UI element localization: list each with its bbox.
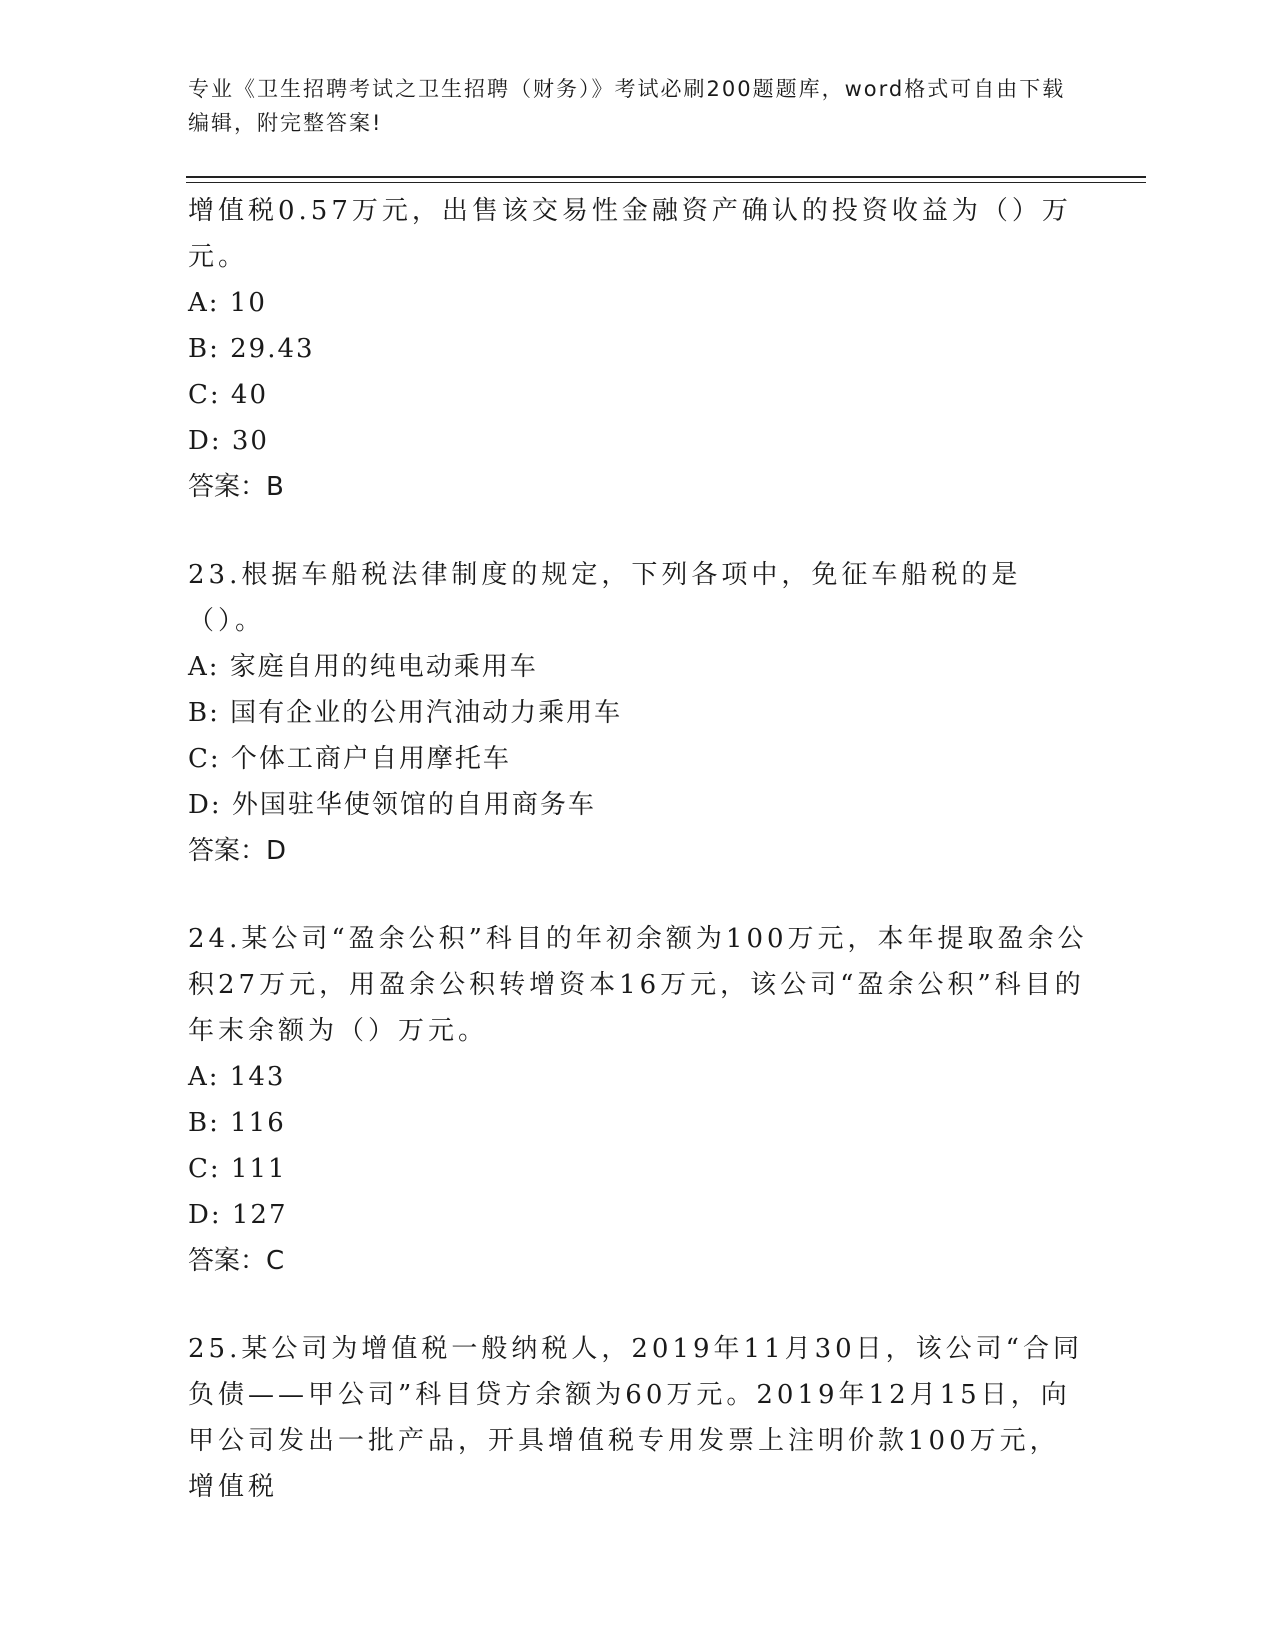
question-stem: 增值税0.57万元，出售该交易性金融资产确认的投资收益为（）万元。 — [188, 196, 1072, 272]
answer-line: 答案：B — [188, 472, 284, 502]
option-a: A: 10 — [188, 288, 267, 318]
option-d: D: 127 — [188, 1200, 288, 1230]
option-a: A: 家庭自用的纯电动乘用车 — [188, 652, 538, 682]
option-b: B: 116 — [188, 1108, 286, 1138]
option-c: C: 个体工商户自用摩托车 — [188, 744, 511, 774]
page-header: 专业《卫生招聘考试之卫生招聘（财务）》考试必刷200题题库，word格式可自由下载编辑，附完整答案! — [188, 77, 1066, 135]
answer-line: 答案：C — [188, 1246, 285, 1276]
option-a: A: 143 — [188, 1062, 286, 1092]
option-b: B: 国有企业的公用汽油动力乘用车 — [188, 698, 623, 728]
question-block — [188, 1326, 1088, 1510]
header-rule-bottom — [186, 182, 1146, 183]
question-block — [188, 188, 1088, 510]
question-stem: 25.某公司为增值税一般纳税人，2019年11月30日，该公司“合同负债——甲公司”科目贷方余额为60万元。2019年12月15日，向甲公司发出一批产品，开具增值税专用发票上注明价款100万元，增值税 — [188, 1334, 1083, 1502]
option-d: D: 外国驻华使领馆的自用商务车 — [188, 790, 596, 820]
question-block — [188, 916, 1088, 1284]
option-d: D: 30 — [188, 426, 269, 456]
answer-line: 答案：D — [188, 836, 287, 866]
question-stem: 23.根据车船税法律制度的规定，下列各项中，免征车船税的是（）。 — [188, 560, 1022, 636]
option-c: C: 111 — [188, 1154, 287, 1184]
option-c: C: 40 — [188, 380, 269, 410]
question-block — [188, 552, 1088, 874]
document-body — [188, 188, 1088, 1510]
option-b: B: 29.43 — [188, 334, 315, 364]
header-rule-top — [186, 176, 1146, 178]
question-stem: 24.某公司“盈余公积”科目的年初余额为100万元，本年提取盈余公积27万元，用盈余公积转增资本16万元，该公司“盈余公积”科目的年末余额为（）万元。 — [188, 924, 1088, 1046]
